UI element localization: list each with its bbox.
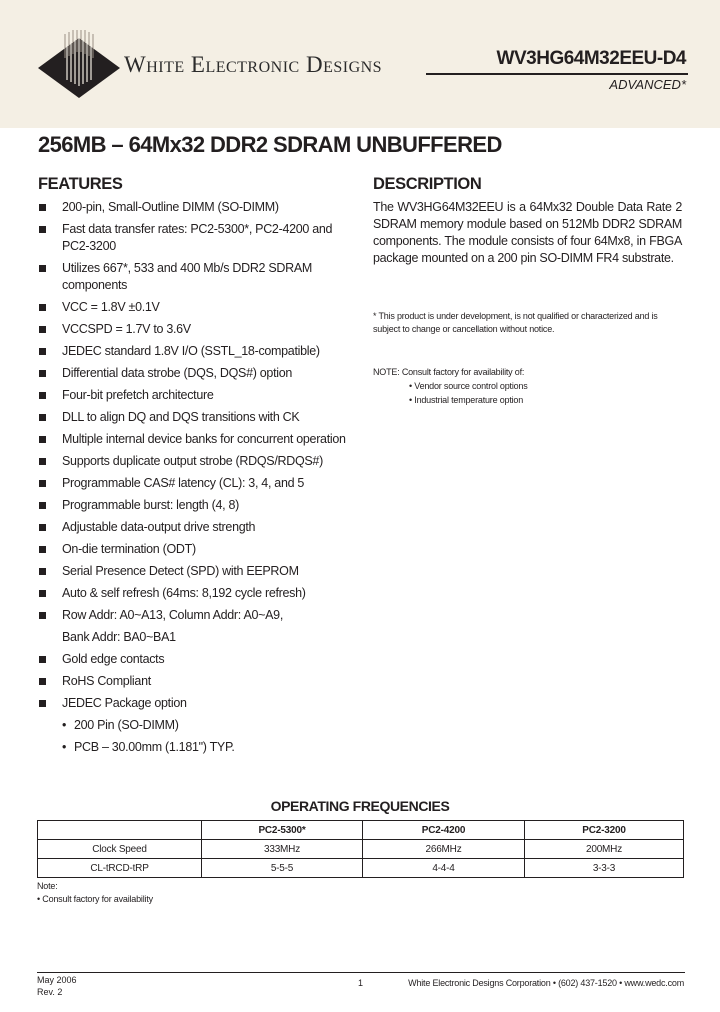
bullet-icon: [39, 226, 46, 233]
table-cell: 5-5-5: [202, 859, 363, 878]
operating-frequencies-heading: OPERATING FREQUENCIES: [270, 798, 450, 814]
table-cell: Clock Speed: [38, 840, 202, 859]
note-item: • Industrial temperature option: [409, 395, 524, 405]
table-cell: 3-3-3: [525, 859, 684, 878]
list-item: Four-bit prefetch architecture: [38, 387, 358, 404]
bullet-icon: [39, 502, 46, 509]
status-label: ADVANCED*: [609, 77, 686, 92]
bullet-icon: [39, 414, 46, 421]
bullet-icon: [39, 204, 46, 211]
table-note: [37, 880, 153, 906]
list-item: Multiple internal device banks for concurrent operation: [38, 431, 358, 448]
footer-rule: [37, 972, 685, 973]
bullet-icon: [39, 590, 46, 597]
table-note-item: • Consult factory for availability: [37, 894, 153, 904]
list-item: 200-pin, Small-Outline DIMM (SO-DIMM): [38, 199, 358, 216]
table-cell: 333MHz: [202, 840, 363, 859]
footer-date-revision: [37, 974, 77, 998]
bullet-icon: [39, 568, 46, 575]
table-row: [38, 840, 684, 859]
table-row: [38, 859, 684, 878]
bullet-icon: [39, 524, 46, 531]
footer-revision: Rev. 2: [37, 987, 63, 997]
list-item: Serial Presence Detect (SPD) with EEPROM: [38, 563, 358, 580]
bullet-icon: [39, 678, 46, 685]
table-cell: 200MHz: [525, 840, 684, 859]
list-item: JEDEC standard 1.8V I/O (SSTL_18-compatible): [38, 343, 358, 360]
list-item: Fast data transfer rates: PC2-5300*, PC2-4200 and PC2-3200: [38, 221, 358, 255]
sub-bullet-icon: •: [62, 718, 67, 732]
description-heading: DESCRIPTION: [373, 175, 482, 193]
list-item: RoHS Compliant: [38, 673, 358, 690]
bullet-icon: [39, 612, 46, 619]
list-item: Supports duplicate output strobe (RDQS/RDQS#): [38, 453, 358, 470]
table-header-cell: PC2-4200: [363, 821, 525, 840]
features-heading: FEATURES: [38, 175, 123, 193]
company-name: [124, 52, 382, 78]
page-title: 256MB – 64Mx32 DDR2 SDRAM UNBUFFERED: [38, 132, 502, 157]
list-item: DLL to align DQ and DQS transitions with CK: [38, 409, 358, 426]
operating-frequencies-table: [37, 820, 684, 878]
list-item: VCC = 1.8V ±0.1V: [38, 299, 358, 316]
table-header-cell: PC2-3200: [525, 821, 684, 840]
table-cell: CL-tRCD-tRP: [38, 859, 202, 878]
table-header-cell: PC2-5300*: [202, 821, 363, 840]
bullet-icon: [39, 656, 46, 663]
bullet-icon: [39, 304, 46, 311]
table-note-label: Note:: [37, 881, 58, 891]
list-item: On-die termination (ODT): [38, 541, 358, 558]
list-item: Differential data strobe (DQS, DQS#) option: [38, 365, 358, 382]
description-text: The WV3HG64M32EEU is a 64Mx32 Double Data Rate 2 SDRAM memory module based on 512Mb DDR2 SDRAM components. The module consists of four 64Mx8, in FBGA package mounted on a 200 pin SO-DIMM FR4 substrate.: [373, 200, 682, 265]
part-number: WV3HG64M32EEU-D4: [496, 48, 686, 69]
bullet-icon: [39, 436, 46, 443]
table-cell: 266MHz: [363, 840, 525, 859]
list-item: Auto & self refresh (64ms: 8,192 cycle refresh): [38, 585, 358, 602]
company-name-text: White Electronic Designs: [124, 52, 383, 77]
page-number: 1: [358, 978, 364, 988]
table-header-row: [38, 821, 684, 840]
bullet-icon: [39, 348, 46, 355]
list-item-continuation: Bank Addr: BA0~BA1: [62, 630, 176, 644]
list-item: Adjustable data-output drive strength: [38, 519, 358, 536]
company-logo-icon: [38, 30, 120, 100]
list-item: Utilizes 667*, 533 and 400 Mb/s DDR2 SDRAM components: [38, 260, 358, 294]
bullet-icon: [39, 700, 46, 707]
sub-bullet-icon: •: [62, 740, 67, 754]
bullet-icon: [39, 392, 46, 399]
table-header-cell: [38, 821, 202, 840]
bullet-icon: [39, 458, 46, 465]
list-item: VCCSPD = 1.7V to 3.6V: [38, 321, 358, 338]
note-text: Consult factory for availability of:: [401, 367, 525, 377]
list-item: Row Addr: A0~A13, Column Addr: A0~A9,: [38, 607, 358, 624]
bullet-icon: [39, 480, 46, 487]
note-label: NOTE:: [373, 367, 400, 377]
sub-list-item: • PCB – 30.00mm (1.181") TYP.: [62, 740, 235, 754]
header-rule: [426, 73, 688, 75]
note-item: • Vendor source control options: [409, 381, 528, 391]
bullet-icon: [39, 370, 46, 377]
list-item: Gold edge contacts: [38, 651, 358, 668]
features-list: [38, 199, 358, 761]
list-item: Programmable CAS# latency (CL): 3, 4, and 5: [38, 475, 358, 492]
bullet-icon: [39, 326, 46, 333]
table-cell: 4-4-4: [363, 859, 525, 878]
sub-list-item: • 200 Pin (SO-DIMM): [62, 718, 179, 732]
development-note: * This product is under development, is not qualified or characterized and is subject to change or cancellation without notice.: [373, 311, 658, 334]
list-item: Programmable burst: length (4, 8): [38, 497, 358, 514]
availability-note: [373, 365, 683, 407]
footer-contact: White Electronic Designs Corporation • (602) 437-1520 • www.wedc.com: [408, 978, 684, 988]
list-item: JEDEC Package option: [38, 695, 358, 712]
bullet-icon: [39, 546, 46, 553]
bullet-icon: [39, 265, 46, 272]
footer-date: May 2006: [37, 975, 77, 985]
